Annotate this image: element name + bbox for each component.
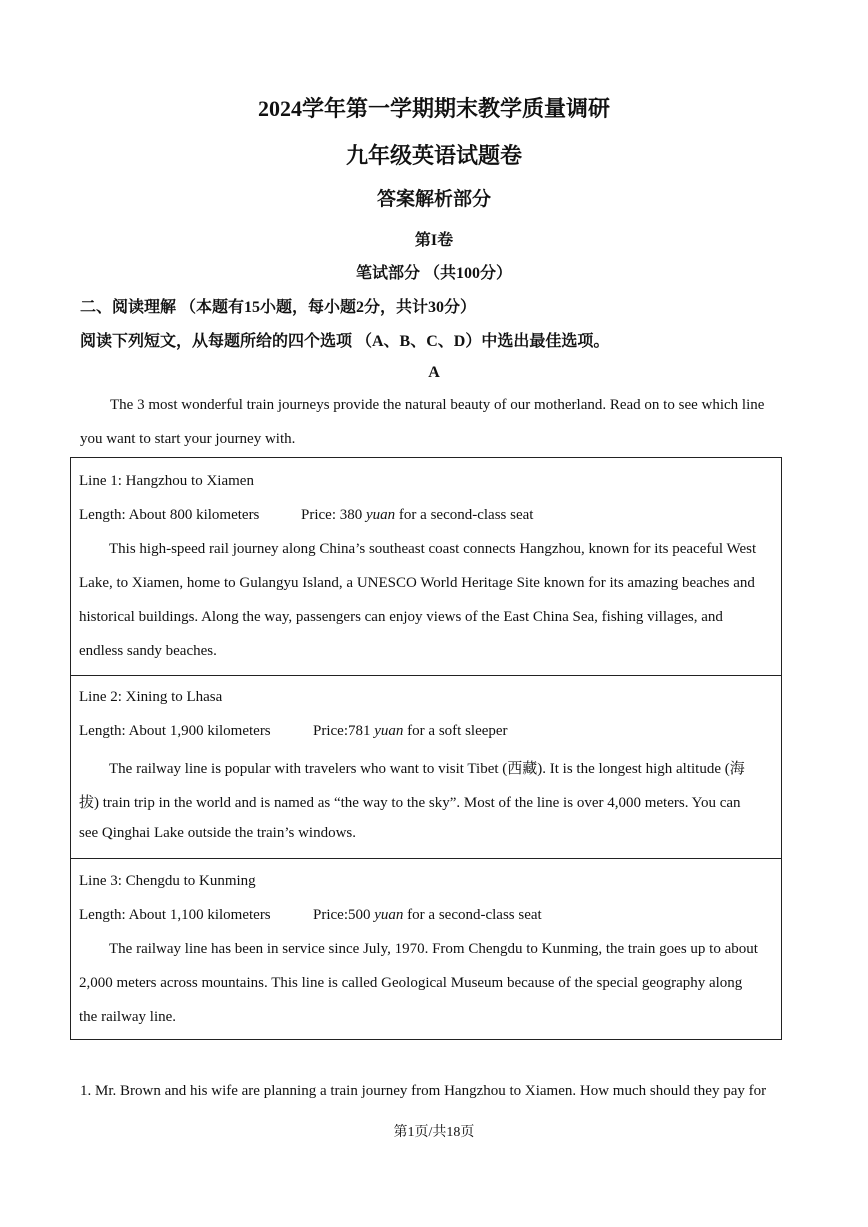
line-name: Line 1: Hangzhou to Xiamen (79, 473, 254, 489)
line-description: 拔) train trip in the world and is named as “the way to the sky”. Most of the line is over 4,000 meters. You can (79, 795, 741, 811)
line-3-cell (71, 858, 781, 1039)
line-price: Price: 380 yuan for a second-class seat (301, 507, 534, 523)
passage-intro-line: you want to start your journey with. (80, 431, 296, 447)
written-section-label: 笔试部分 （共100分） (355, 265, 512, 282)
document-subtitle: 九年级英语试题卷 (345, 143, 522, 168)
line-name: Line 2: Xining to Lhasa (79, 689, 223, 705)
line-description: see Qinghai Lake outside the train’s windows. (79, 825, 357, 841)
line-description: Lake, to Xiamen, home to Gulangyu Island, a UNESCO World Heritage Site known for its amazing beaches and (79, 575, 755, 591)
instruction-text: 阅读下列短文，从每题所给的四个选项 （A、B、C、D）中选出最佳选项。 (80, 333, 610, 350)
passage-intro-line: The 3 most wonderful train journeys provide the natural beauty of our motherland. Read on to see which line (110, 397, 765, 413)
train-lines-table (70, 457, 782, 1040)
question-1: 1. Mr. Brown and his wife are planning a train journey from Hangzhou to Xiamen. How much should they pay for (80, 1083, 767, 1099)
volume-label: 第I卷 (414, 232, 454, 249)
line-description: The railway line is popular with travelers who want to visit Tibet (西藏). It is the longest high altitude (海 (109, 761, 745, 777)
line-name: Line 3: Chengdu to Kunming (79, 873, 256, 889)
line-description: The railway line has been in service since July, 1970. From Chengdu to Kunming, the train goes up to about (109, 941, 758, 957)
line-price: Price:500 yuan for a second-class seat (313, 907, 542, 923)
answer-analysis-heading: 答案解析部分 (376, 189, 491, 210)
line-description: endless sandy beaches. (79, 643, 217, 659)
line-length: Length: About 800 kilometers (79, 507, 260, 523)
line-description: 2,000 meters across mountains. This line is called Geological Museum because of the special geography along (79, 975, 743, 991)
line-description: the railway line. (79, 1009, 177, 1025)
line-length: Length: About 1,900 kilometers (79, 723, 271, 739)
document-title: 2024学年第一学期期末教学质量调研 (257, 96, 610, 121)
line-1-cell (71, 458, 781, 676)
line-price: Price:781 yuan for a soft sleeper (313, 723, 508, 739)
line-description: historical buildings. Along the way, passengers can enjoy views of the East China Sea, fishing villages, and (79, 609, 723, 625)
passage-label: A (428, 364, 440, 381)
page-number: 第1页/共18页 (393, 1125, 475, 1140)
line-description: This high-speed rail journey along China’s southeast coast connects Hangzhou, known for its peaceful West (109, 541, 757, 557)
line-length: Length: About 1,100 kilometers (79, 907, 271, 923)
line-2-cell (71, 675, 781, 859)
section-heading: 二、阅读理解 （本题有15小题，每小题2分，共计30分） (80, 299, 477, 316)
